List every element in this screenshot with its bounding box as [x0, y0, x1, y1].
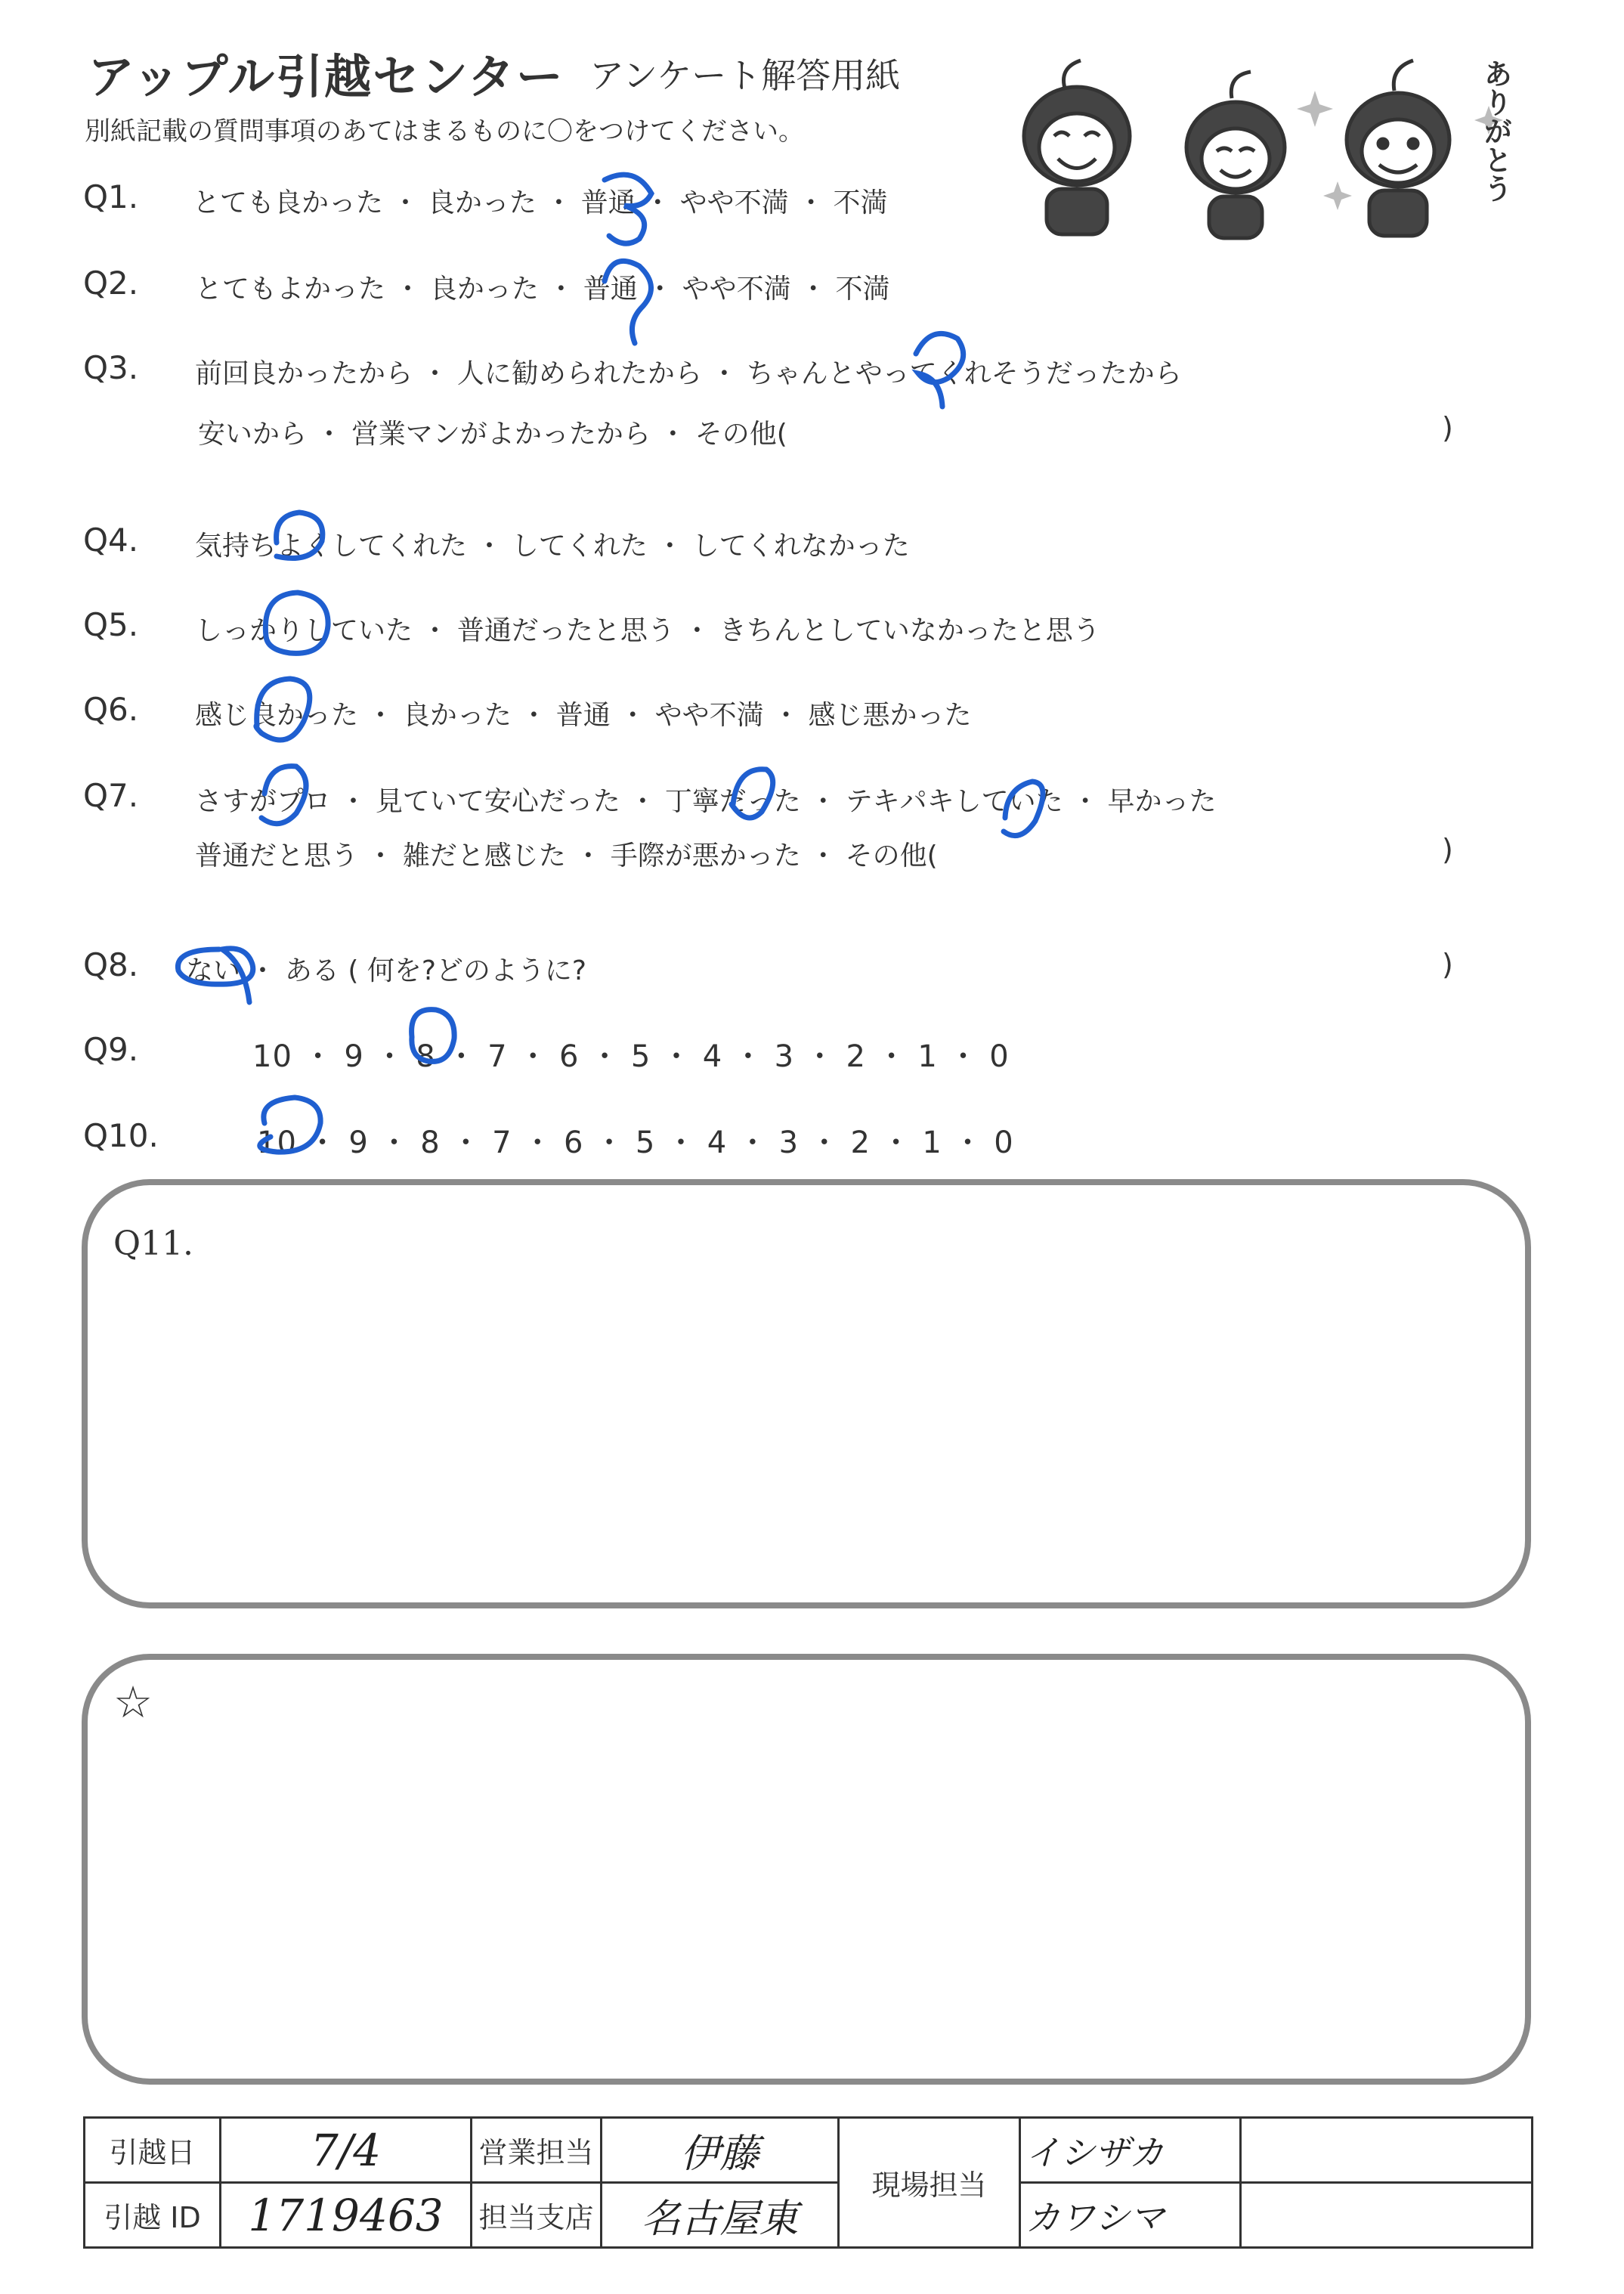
branch-label: 担当支店 — [472, 2183, 602, 2248]
monkey-mascots-illustration — [1005, 45, 1519, 249]
q9-label: Q9. — [83, 1031, 139, 1068]
q3-options-line1: 前回良かったから ・ 人に勧められたから ・ ちゃんとやってくれそうだったから — [195, 358, 1182, 389]
q3-label: Q3. — [83, 349, 139, 386]
star-box-label: ☆ — [113, 1676, 153, 1728]
q7-options-line1: さすがプロ ・ 見ていて安心だった ・ 丁寧だった ・ テキパキしていた ・ 早かった — [195, 786, 1217, 817]
site-rep-label: 現場担当 — [839, 2118, 1020, 2248]
q8-options: ない ・ ある ( 何を?どのように? — [186, 955, 587, 986]
q8-label: Q8. — [83, 946, 139, 983]
q7-options-line2: 普通だと思う ・ 雑だと感じた ・ 手際が悪かった ・ その他( — [195, 841, 938, 871]
star-comment-box — [82, 1654, 1531, 2085]
q8-close-paren: ) — [1442, 948, 1453, 981]
company-title: アップル引越センター — [88, 49, 565, 104]
branch-value: 名古屋東 — [641, 2196, 799, 2242]
move-id-label: 引越 ID — [85, 2183, 221, 2248]
q4-label: Q4. — [83, 522, 139, 559]
q10-label: Q10. — [83, 1117, 159, 1154]
q2-label: Q2. — [83, 265, 139, 302]
mascot-caption: ありがとう — [1479, 59, 1512, 203]
q10-scale: 10 ・ 9 ・ 8 ・ 7 ・ 6 ・ 5 ・ 4 ・ 3 ・ 2 ・ 1 ・ 0 — [257, 1125, 1014, 1160]
move-date-label: 引越日 — [85, 2118, 221, 2183]
move-date-value: 7/4 — [310, 2124, 382, 2176]
q1-label: Q1. — [83, 178, 139, 215]
q3-close-paren: ) — [1442, 411, 1453, 444]
q11-comment-box — [82, 1179, 1531, 1608]
q3-options-line2: 安いから ・ 営業マンがよかったから ・ その他( — [198, 419, 787, 450]
q5-label: Q5. — [83, 606, 139, 643]
q7-close-paren: ) — [1442, 833, 1453, 866]
q7-label: Q7. — [83, 777, 139, 814]
sales-rep-label: 営業担当 — [472, 2118, 602, 2183]
instruction-text: 別紙記載の質問事項のあてはまるものに〇をつけてください。 — [85, 116, 804, 147]
move-id-value: 1719463 — [248, 2189, 444, 2241]
site-rep-value-1: イシザカ — [1025, 2131, 1165, 2173]
site-rep-extra-cell-1 — [1241, 2118, 1533, 2183]
q6-label: Q6. — [83, 691, 139, 728]
q4-options: 気持ちよくしてくれた ・ してくれた ・ してくれなかった — [195, 531, 910, 562]
site-rep-extra-cell-2 — [1241, 2183, 1533, 2248]
q6-options: 感じ良かった ・ 良かった ・ 普通 ・ やや不満 ・ 感じ悪かった — [195, 700, 972, 731]
q2-options: とてもよかった ・ 良かった ・ 普通 ・ やや不満 ・ 不満 — [195, 274, 890, 305]
form-subtitle: アンケート解答用紙 — [589, 55, 901, 96]
q5-options: しっかりしていた ・ 普通だったと思う ・ きちんとしていなかったと思う — [195, 615, 1100, 646]
q9-scale: 10 ・ 9 ・ 8 ・ 7 ・ 6 ・ 5 ・ 4 ・ 3 ・ 2 ・ 1 ・ 0 — [252, 1039, 1010, 1074]
q11-box-label: Q11. — [113, 1224, 194, 1263]
site-rep-value-2: カワシマ — [1025, 2196, 1165, 2238]
q1-options: とても良かった ・ 良かった ・ 普通 ・ やや不満 ・ 不満 — [193, 187, 888, 218]
footer-info-table — [83, 2116, 1533, 2249]
sales-rep-value: 伊藤 — [680, 2131, 759, 2177]
